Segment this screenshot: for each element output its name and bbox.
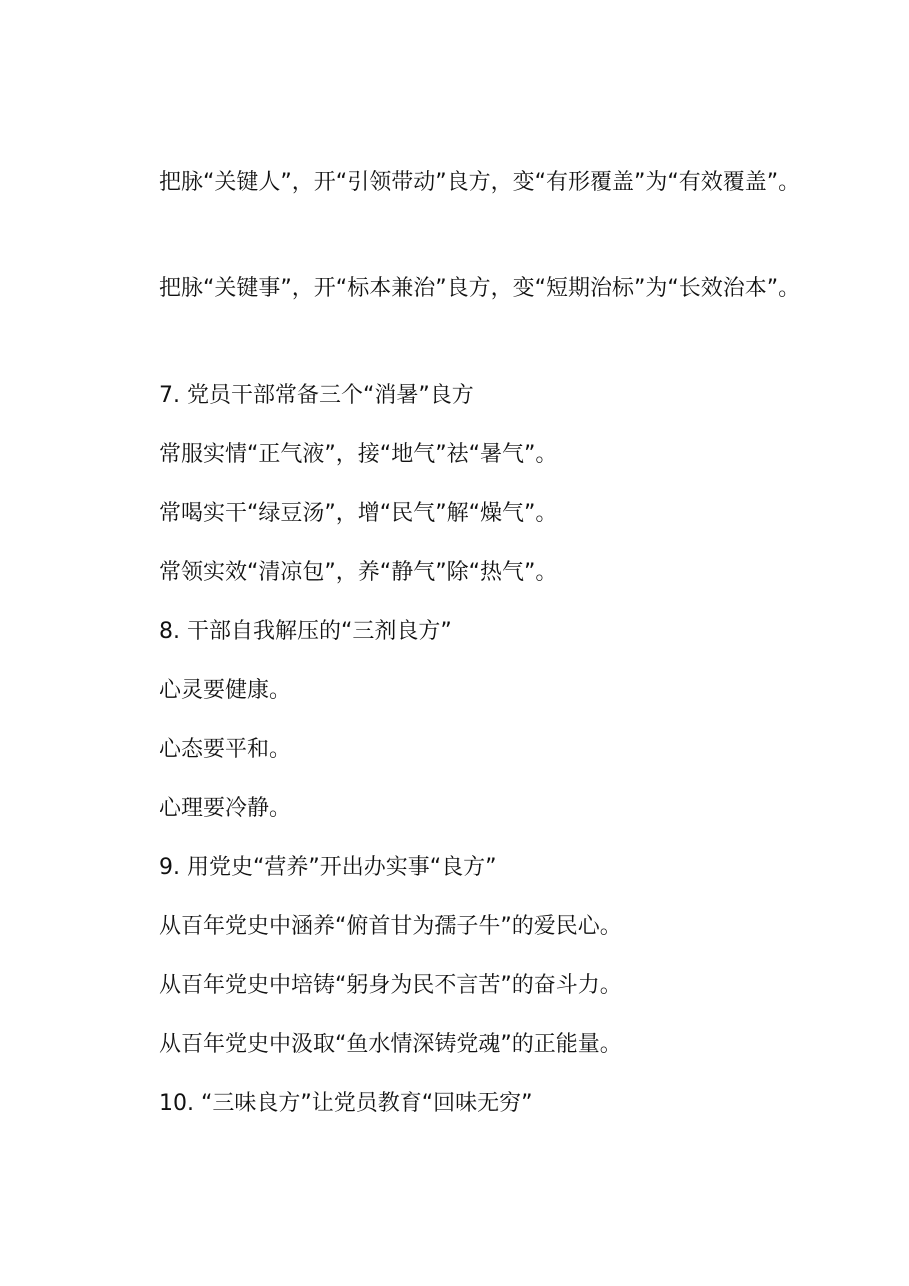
list-item: 常领实效“清凉包”，养“静气”除“热气”。 bbox=[159, 560, 558, 585]
heading-item-9: 9. 用党史“营养”开出办实事“良方” bbox=[159, 855, 497, 880]
list-item: 常喝实干“绿豆汤”，增“民气”解“燥气”。 bbox=[159, 501, 558, 526]
paragraph-key-person: 把脉“关键人”，开“引领带动”良方，变“有形覆盖”为“有效覆盖”。 bbox=[159, 170, 801, 195]
list-item: 从百年党史中汲取“鱼水情深铸党魂”的正能量。 bbox=[159, 1032, 622, 1057]
list-item: 心态要平和。 bbox=[159, 737, 292, 762]
heading-item-7: 7. 党员干部常备三个“消暑”良方 bbox=[159, 383, 474, 408]
heading-item-8: 8. 干部自我解压的“三剂良方” bbox=[159, 619, 452, 644]
paragraph-key-matter: 把脉“关键事”，开“标本兼治”良方，变“短期治标”为“长效治本”。 bbox=[159, 276, 801, 301]
heading-item-10: 10. “三味良方”让党员教育“回味无穷” bbox=[159, 1091, 533, 1116]
list-item: 常服实情“正气液”，接“地气”祛“暑气”。 bbox=[159, 442, 558, 467]
list-item: 从百年党史中培铸“躬身为民不言苦”的奋斗力。 bbox=[159, 973, 622, 998]
list-item: 心理要冷静。 bbox=[159, 796, 292, 821]
list-item: 心灵要健康。 bbox=[159, 678, 292, 703]
list-item: 从百年党史中涵养“俯首甘为孺子牛”的爱民心。 bbox=[159, 914, 622, 939]
